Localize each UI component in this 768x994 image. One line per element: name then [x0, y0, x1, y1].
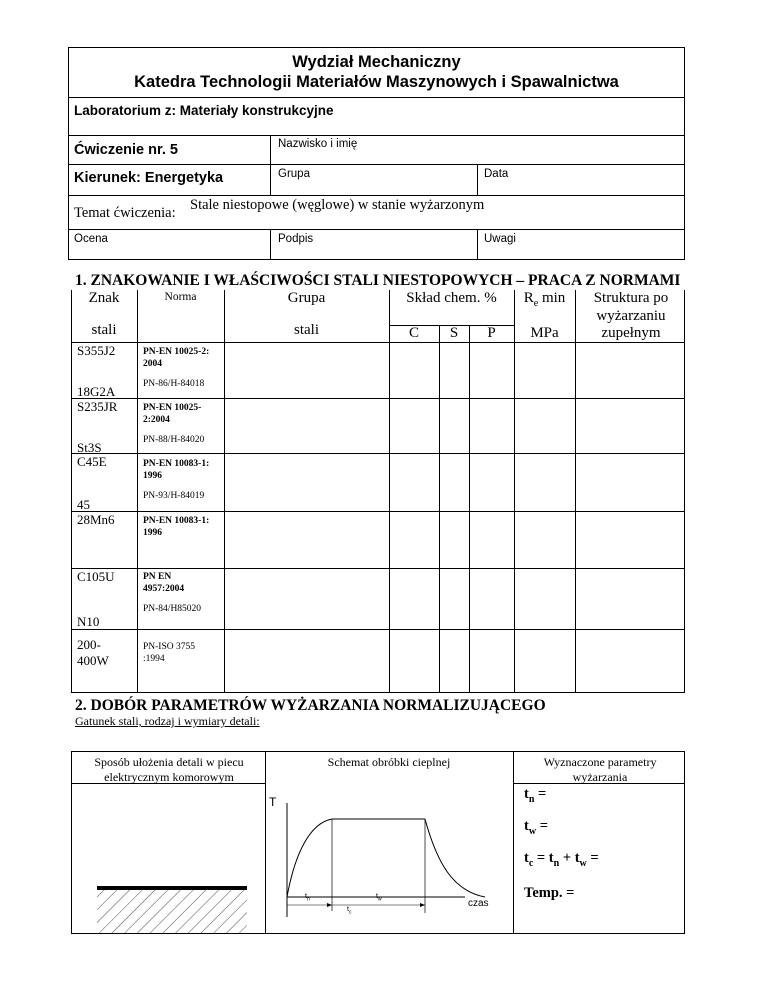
- row-divider: [71, 453, 685, 454]
- steel-name: C105U: [77, 569, 115, 584]
- row-divider: [71, 568, 685, 569]
- tw-label: [376, 893, 382, 902]
- divider: [270, 229, 271, 260]
- tn-sub: n: [306, 896, 310, 903]
- col-header-struktura: Struktura po wyżarzaniu zupełnym: [593, 290, 669, 341]
- steel-name: 45: [77, 497, 90, 512]
- norm-label: PN-EN 10025-2:2004: [143, 403, 202, 425]
- col-header-stali: stali: [91, 322, 117, 338]
- param-tw-t: t: [524, 818, 529, 834]
- name-label: Nazwisko i imię: [278, 138, 358, 150]
- param-tc-sub-w: w: [579, 857, 587, 869]
- divider: [68, 97, 685, 98]
- furnace-bar: [97, 886, 247, 890]
- param-temp: Temp. =: [524, 885, 575, 901]
- param-tc-sub: c: [528, 857, 534, 869]
- section1-title: 1. ZNAKOWANIE I WŁAŚCIWOŚCI STALI NIESTOPOWYCH – PRACA Z NORMAMI: [75, 272, 681, 289]
- norm-label: PN-93/H-84019: [143, 491, 205, 501]
- param-tn-sub: n: [528, 793, 535, 805]
- arrow: [327, 903, 332, 907]
- heating-curve: [287, 819, 332, 897]
- grade-label: Ocena: [74, 233, 108, 245]
- param-tn-eq: =: [534, 786, 547, 802]
- param-tc-t: t: [524, 850, 529, 866]
- direction-label: Kierunek: Energetyka: [74, 170, 224, 186]
- furnace-drawing: [97, 884, 249, 934]
- param-tn-t: t: [524, 786, 529, 802]
- norm-label: PN EN 4957:2004: [143, 572, 185, 594]
- section2-title: 2. DOBÓR PARAMETRÓW WYŻARZANIA NORMALIZUJĄCEGO: [75, 697, 546, 714]
- param-tn: [524, 786, 546, 805]
- row-divider: [71, 629, 685, 630]
- param-tw: [524, 818, 548, 837]
- faculty-title: Wydział Mechaniczny: [292, 53, 461, 71]
- norm-label: PN-ISO 3755 :1994: [143, 642, 195, 664]
- steel-name: S235JR: [77, 399, 118, 414]
- col-header-mpa: MPa: [530, 325, 559, 341]
- norm-label: PN-EN 10083-1: 1996: [143, 516, 210, 538]
- col-header-grupa-stali: stali: [294, 322, 319, 338]
- col-divider: [513, 751, 514, 934]
- param-tc-plus: + t: [559, 850, 580, 866]
- divider: [477, 229, 478, 260]
- norm-label: PN-86/H-84018: [143, 379, 205, 389]
- re-symbol: R: [523, 290, 534, 306]
- arrow: [420, 903, 425, 907]
- re-min: min: [538, 290, 566, 306]
- steel-name: S355J2: [77, 343, 116, 358]
- col-header-grupa: Grupa: [287, 290, 326, 306]
- col-divider: [137, 290, 138, 693]
- steel-name: 200- 400W: [77, 637, 109, 668]
- steel-name: N10: [77, 614, 100, 629]
- steel-name: C45E: [77, 454, 107, 469]
- col-divider: [514, 290, 515, 693]
- col-divider: [575, 290, 576, 693]
- param-tc-eq: = t: [533, 850, 554, 866]
- tc-sub: c: [348, 909, 352, 916]
- remarks-label: Uwagi: [484, 233, 516, 245]
- department-title: Katedra Technologii Materiałów Maszynowych i Spawalnictwa: [134, 73, 619, 91]
- tc-t: t: [347, 906, 349, 913]
- col-header-s: S: [449, 325, 459, 341]
- signature-label: Podpis: [278, 233, 314, 245]
- furnace-hatch: [97, 890, 247, 934]
- tn-label: [305, 893, 310, 902]
- topic-value: Stale niestopowe (węglowe) w stanie wyżarzonym: [190, 197, 485, 213]
- param-tw-eq: =: [536, 818, 548, 834]
- norm-label: PN-EN 10083-1: 1996: [143, 459, 210, 481]
- col-header-p: P: [487, 325, 496, 341]
- row-divider: [71, 398, 685, 399]
- norm-label: PN-88/H-84020: [143, 435, 205, 445]
- param-tw-sub: w: [528, 825, 537, 837]
- steel-name: 18G2A: [77, 384, 116, 399]
- tw-sub: w: [377, 896, 382, 903]
- group-label: Grupa: [278, 168, 310, 180]
- section2-subtitle: Gatunek stali, rodzaj i wymiary detali:: [75, 714, 260, 728]
- re-subscript: e: [533, 298, 539, 309]
- furnace-header: Sposób ułożenia detali w piecu elektrycznym komorowym: [94, 755, 244, 784]
- steel-name: St3S: [77, 440, 102, 455]
- col-header-norma: Norma: [164, 291, 197, 303]
- tn-t: t: [305, 893, 307, 900]
- norm-label: PN-84/H85020: [143, 604, 202, 614]
- col-divider: [389, 290, 390, 693]
- params-header: Wyznaczone parametry wyżarzania: [543, 755, 657, 784]
- axis-t-label: T: [269, 795, 277, 809]
- col-divider: [439, 325, 440, 693]
- topic-label: Temat ćwiczenia:: [74, 205, 176, 221]
- steel-name: 28Mn6: [77, 512, 115, 527]
- lab-label: Laboratorium z: Materiały konstrukcyjne: [74, 103, 334, 118]
- col-header-znak: Znak: [88, 290, 120, 306]
- divider: [270, 135, 271, 195]
- col-header-re: [514, 290, 575, 309]
- param-tc-sub-n: n: [553, 857, 560, 869]
- tc-label: [347, 906, 351, 915]
- row-divider: [71, 511, 685, 512]
- divider: [68, 164, 685, 165]
- norm-label: PN-EN 10025-2: 2004: [143, 347, 210, 369]
- axis-czas-label: czas: [468, 898, 489, 909]
- col-divider: [224, 290, 225, 693]
- col-header-sklad: Skład chem. %: [406, 290, 497, 306]
- exercise-label: Ćwiczenie nr. 5: [74, 142, 178, 158]
- param-tc: [524, 850, 599, 869]
- divider: [68, 135, 685, 136]
- divider: [68, 195, 685, 196]
- col-header-c: C: [408, 325, 419, 341]
- cooling-curve: [425, 819, 485, 897]
- tw-t: t: [376, 893, 378, 900]
- date-label: Data: [484, 168, 509, 180]
- heat-treatment-header: Schemat obróbki cieplnej: [327, 755, 451, 769]
- divider: [477, 164, 478, 195]
- divider: [68, 229, 685, 230]
- param-tc-end: =: [586, 850, 599, 866]
- heat-treatment-schematic: [265, 783, 513, 934]
- col-divider: [469, 325, 470, 693]
